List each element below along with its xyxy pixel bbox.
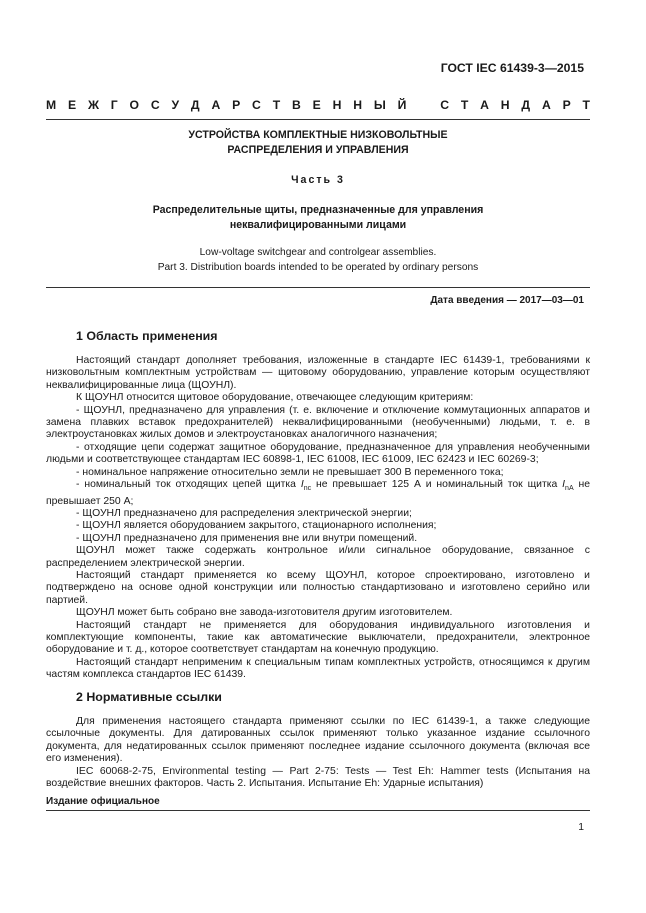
banner-letter: А [211,98,221,112]
standard-type-banner [46,99,590,111]
symbol-subscript: nc [303,485,312,493]
paragraph: IEC 60068-2-75, Environmental testing — Part 2-75: Tests — Test Eh: Hammer tests (Испытания на воздействие внешних факторов. Часть 2. Испытания. Испытание Eh: Ударные испытания) [46,765,590,790]
paragraph: - ЩОУНЛ является оборудованием закрытого, стационарного исполнения; [76,520,437,532]
subtitle-line-1: Распределительные щиты, предназначенные для управления [152,204,484,216]
title-line-1: УСТРОЙСТВА КОМПЛЕКТНЫЕ НИЗКОВОЛЬТНЫЕ [188,129,448,141]
banner-letter: Й [397,98,407,112]
banner-letter [418,99,428,111]
paragraph: Для применения настоящего стандарта применяют ссылки по IEC 61439-1, а также следующие ссылочные документы. Для датированных ссылок применяют только указанное издание ссылочного документа, для недатированных ссылок применяют последнее издание ссылочного документа (включая все его изменения). [46,716,590,765]
english-title-line-2: Part 3. Distribution boards intended to be operated by ordinary persons [157,262,479,273]
text-run: не превышает 125 А и номинальный ток щитка [311,479,563,491]
current-symbol [300,479,312,493]
section-2-heading: 2 Нормативные ссылки [76,690,222,704]
top-divider [46,119,590,120]
banner-letter: Р [562,98,571,112]
paragraph: - отходящие цепи содержат защитное оборудование, предназначенное для управления необученными людьми и соответствующее стандартам IEC 60898-1, IEC 61008, IEC 61009, IEC 62423 и IEC 60269-3; [46,441,590,466]
paragraph: Настоящий стандарт применяется ко всему ЩОУНЛ, которое спроектировано, изготовлено и подтверждено на основе одной конструкции или полностью стандартизовано и изготовлено серийно или партией. [46,569,590,606]
banner-letter: Д [521,98,531,112]
paragraph: Настоящий стандарт не применяется для оборудования индивидуального изготовления и комплектующие компоненты, такие как автоматические выключатели, предохранители, электронное оборудование и т. д., которое соответствует стандартам на конечную продукцию. [46,619,590,656]
banner-letter: Т [272,98,281,112]
banner-letter: С [252,98,261,112]
banner-letter: В [291,98,301,112]
section-1-heading: 1 Область применения [76,329,218,343]
banner-letter: Е [312,98,321,112]
section-1-body [46,355,590,682]
current-symbol [562,479,574,493]
paragraph: - номинальное напряжение относительно земли не превышает 300 В переменного тока; [76,466,504,478]
paragraph: - ЩОУНЛ предназначено для применения вне или внутри помещений. [76,532,418,544]
banner-letter: О [129,98,140,112]
banner-letter: Т [582,98,590,112]
footer-divider [46,810,590,811]
banner-letter: Г [110,98,118,112]
subtitle-line-2: неквалифицированными лицами [229,219,407,231]
paragraph: ЩОУНЛ может быть собрано вне завода-изготовителя другим изготовителем. [76,607,453,619]
text-run: не превышает 250 А; [46,479,591,507]
paragraph: Настоящий стандарт неприменим к специальным типам комплектных устройств, относящимся к другим частям комплекса стандартов IEC 61439. [46,656,590,681]
paragraph: - ЩОУНЛ, предназначено для управления (т. е. включение и отключение коммутационных аппаратов и замена плавких вставок предохранителей) неквалифицированными (необученными) людьми, т. е. в электроустановках жилых домов и электроустановках аналогичного назначения; [46,404,590,441]
paragraph: Настоящий стандарт дополняет требования, изложенные в стандарте IEC 61439-1, требованиями к низковольтным комплектным устройствам — щитовому оборудованию, управление которым осуществляют неквалифицированные лица (ЩОУНЛ). [46,355,590,391]
page-number: 1 [578,822,584,833]
banner-letter: Д [190,98,200,112]
banner-letter: Н [353,98,363,112]
symbol-subscript: nA [565,485,574,493]
paragraph [46,479,590,508]
banner-letter: Р [232,98,241,112]
paragraph: ЩОУНЛ может также содержать контрольное и/или сигнальное оборудование, связанное с распределением электрической энергии. [46,545,590,569]
banner-letter: У [171,98,180,112]
banner-letter: А [541,98,551,112]
paragraph: К ЩОУНЛ относится щитовое оборудование, отвечающее следующим критериям: [76,392,474,404]
english-title-line-1: Low-voltage switchgear and controlgear assemblies. [199,247,437,258]
title-line-2: РАСПРЕДЕЛЕНИЯ И УПРАВЛЕНИЯ [227,144,409,156]
text-run: - номинальный ток отходящих цепей щитка [76,479,301,491]
symbol: I [562,479,566,491]
banner-letter: А [480,98,489,112]
banner-letter: Н [500,98,510,112]
banner-letter: Ж [87,98,99,112]
banner-letter: Ы [373,98,386,112]
official-edition-label: Издание официальное [46,796,160,807]
banner-letter: С [440,98,450,112]
banner-letter: Е [67,98,77,112]
banner-letter: Т [460,98,469,112]
section-2-body [46,716,590,790]
banner-letter: С [150,98,160,112]
standard-code: ГОСТ IEC 61439-3—2015 [440,61,584,75]
banner-letter: М [46,98,57,112]
introduction-date: Дата введения — 2017—03—01 [430,295,584,306]
symbol: I [300,479,304,491]
banner-letter: Н [332,98,342,112]
part-label: Часть 3 [291,174,345,186]
paragraph: - ЩОУНЛ предназначено для распределения электрической энергии; [76,507,412,519]
title-divider [46,287,590,288]
